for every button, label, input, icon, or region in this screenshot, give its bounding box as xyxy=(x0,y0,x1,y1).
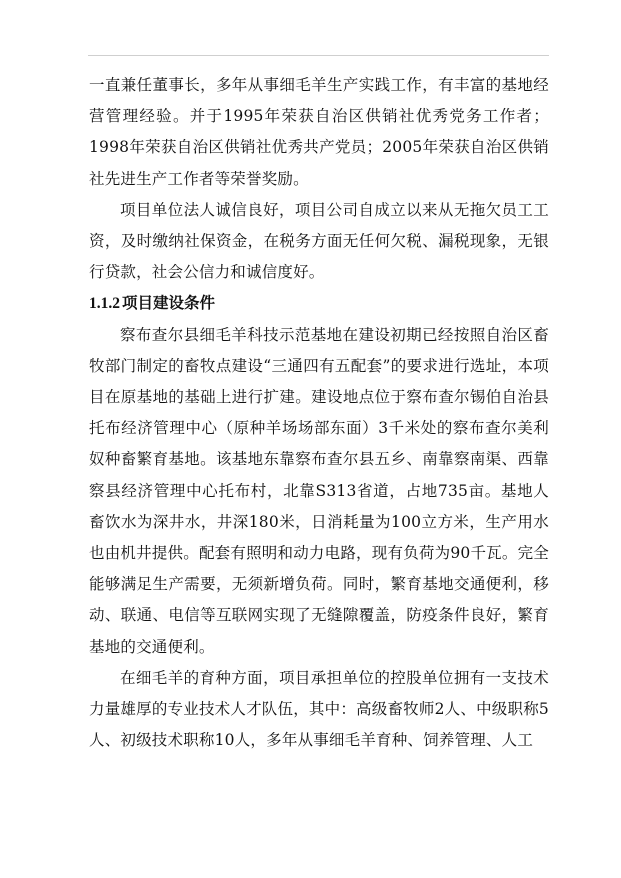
section-heading xyxy=(89,288,549,319)
paragraph-credit: 项目单位法人诚信良好，项目公司自成立以来从无拖欠员工工资，及时缴纳社保资金，在税务方面无任何欠税、漏税现象，无银行贷款，社会公信力和诚信度好。 xyxy=(89,200,549,282)
header-rule xyxy=(88,55,549,56)
section-title: 项目建设条件 xyxy=(122,294,216,313)
section-number: 1.1.2 xyxy=(89,295,120,313)
document-body xyxy=(89,70,549,756)
paragraph-site: 察布查尔县细毛羊科技示范基地在建设初期已经按照自治区畜牧部门制定的畜牧点建设“三通四有五配套”的要求进行选址，本项目在原基地的基础上进行扩建。建设地点位于察布查尔锡伯自治县托布经济管理中心（原种羊场场部东面）3千米处的察布查尔美利奴种畜繁育基地。该基地东靠察布查尔县五乡、南靠察南渠、西靠察县经济管理中心托布村，北靠S313省道，占地735亩。基地人畜饮水为深井水，井深180米，日消耗量为100立方米，生产用水也由机井提供。配套有照明和动力电路，现有负荷为90千瓦。完全能够满足生产需要，无须新增负荷。同时，繁育基地交通便利，移动、联通、电信等互联网实现了无缝隙覆盖，防疫条件良好，繁育基地的交通便利。 xyxy=(89,325,549,656)
paragraph-continued: 一直兼任董事长，多年从事细毛羊生产实践工作，有丰富的基地经营管理经验。并于1995年荣获自治区供销社优秀党务工作者；1998年荣获自治区供销社优秀共产党员；2005年荣获自治区供销社先进生产工作者等荣誉奖励。 xyxy=(89,76,549,188)
paragraph-breeding: 在细毛羊的育种方面，项目承担单位的控股单位拥有一支技术力量雄厚的专业技术人才队伍，其中：高级畜牧师2人、中级职称5人、初级技术职称10人，多年从事细毛羊育种、饲养管理、人工 xyxy=(89,668,549,750)
